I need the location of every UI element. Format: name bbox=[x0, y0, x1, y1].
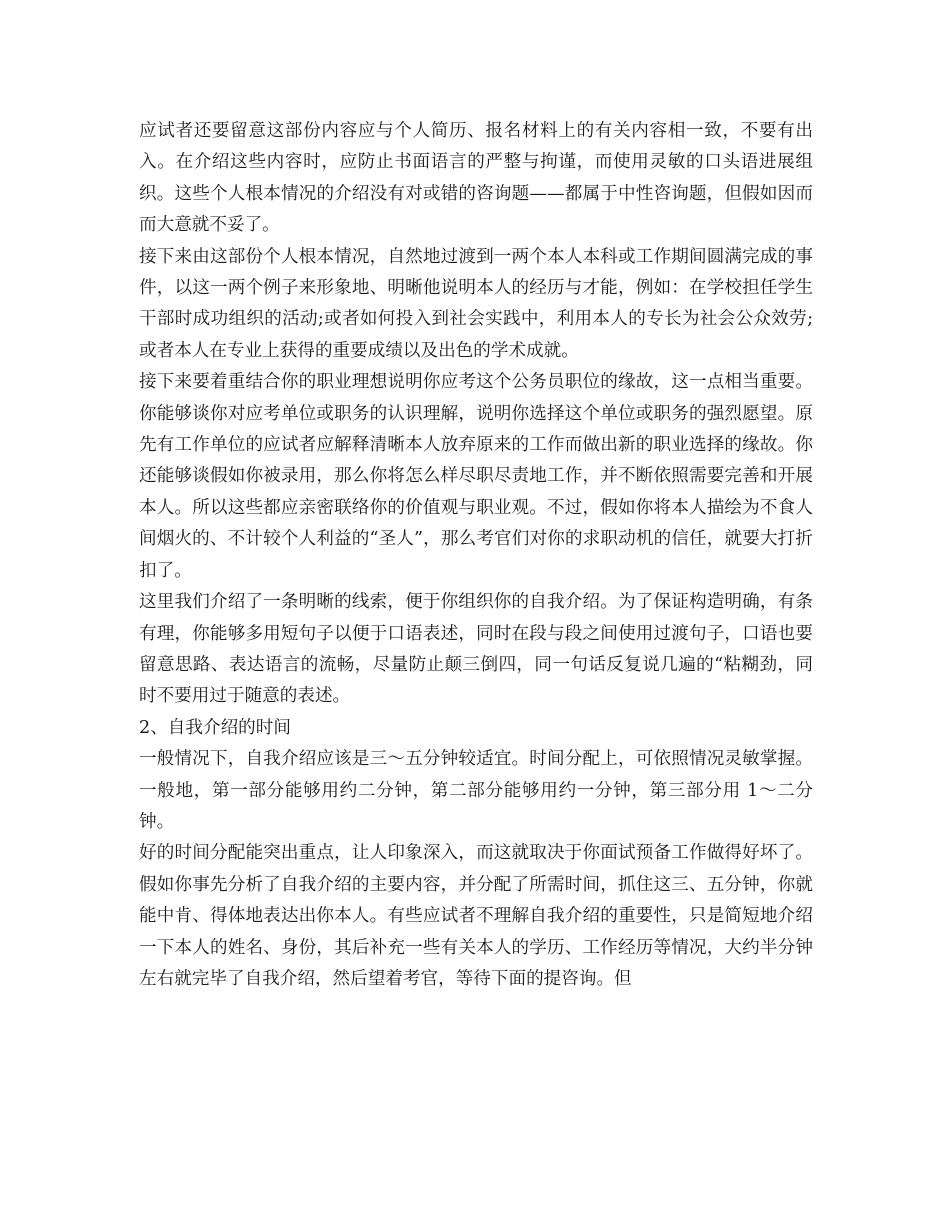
paragraph-time-allocation: 一般情况下，自我介绍应该是三～五分钟较适宜。时间分配上，可依照情况灵敏掌握。一般地，第一部分能够用约二分钟，第二部分能够用约一分钟，第三部分用 1～二分钟。 bbox=[139, 749, 813, 832]
paragraph-career-motivation: 接下来要着重结合你的职业理想说明你应考这个公务员职位的缘故，这一点相当重要。你能够谈你对应考单位或职务的认识理解，说明你选择这个单位或职务的强烈愿望。原先有工作单位的应试者应解释清晰本人放弃原来的工作而做出新的职业选择的缘故。你还能够谈假如你被录用，那么你将怎么样尽职尽责地工作，并不断依照需要完善和开展本人。所以这些都应亲密联络你的价值观与职业观。不过，假如你将本人描绘为不食人间烟火的、不计较个人利益的“圣人”，那么考官们对你的求职动机的信任，就要大打折扣了。 bbox=[139, 372, 813, 581]
section-heading-time: 2、自我介绍的时间 bbox=[139, 717, 291, 738]
paragraph-consistency: 应试者还要留意这部份内容应与个人简历、报名材料上的有关内容相一致，不要有出入。在介绍这些内容时，应防止书面语言的严整与拘谨，而使用灵敏的口头语进展组织。这些个人根本情况的介绍没有对或错的咨询题——都属于中性咨询题，但假如因而而大意就不妥了。 bbox=[139, 121, 813, 236]
paragraph-time-emphasis: 好的时间分配能突出重点，让人印象深入，而这就取决于你面试预备工作做得好坏了。假如你事先分析了自我介绍的主要内容，并分配了所需时间，抓住这三、五分钟，你就能中肯、得体地表达出你本人。有些应试者不理解自我介绍的重要性，只是简短地介绍一下本人的姓名、身份，其后补充一些有关本人的学历、工作经历等情况，大约半分钟左右就完毕了自我介绍，然后望着考官，等待下面的提咨询。但 bbox=[139, 843, 813, 989]
paragraph-structure-tips: 这里我们介绍了一条明晰的线索，便于你组织你的自我介绍。为了保证构造明确，有条有理，你能够多用短句子以便于口语表述，同时在段与段之间使用过渡句子，口语也要留意思路、表达语言的流畅，尽量防止颠三倒四，同一句话反复说几遍的“粘糊劲，同时不要用过于随意的表述。 bbox=[139, 592, 813, 707]
document-body bbox=[139, 116, 813, 995]
paragraph-experience: 接下来由这部份个人根本情况，自然地过渡到一两个本人本科或工作期间圆满完成的事件，以这一两个例子来形象地、明晰他说明本人的经历与才能，例如：在学校担任学生干部时成功组织的活动;或者如何投入到社会实践中，利用本人的专长为社会公众效劳;或者本人在专业上获得的重要成绩以及出色的学术成就。 bbox=[139, 246, 813, 361]
